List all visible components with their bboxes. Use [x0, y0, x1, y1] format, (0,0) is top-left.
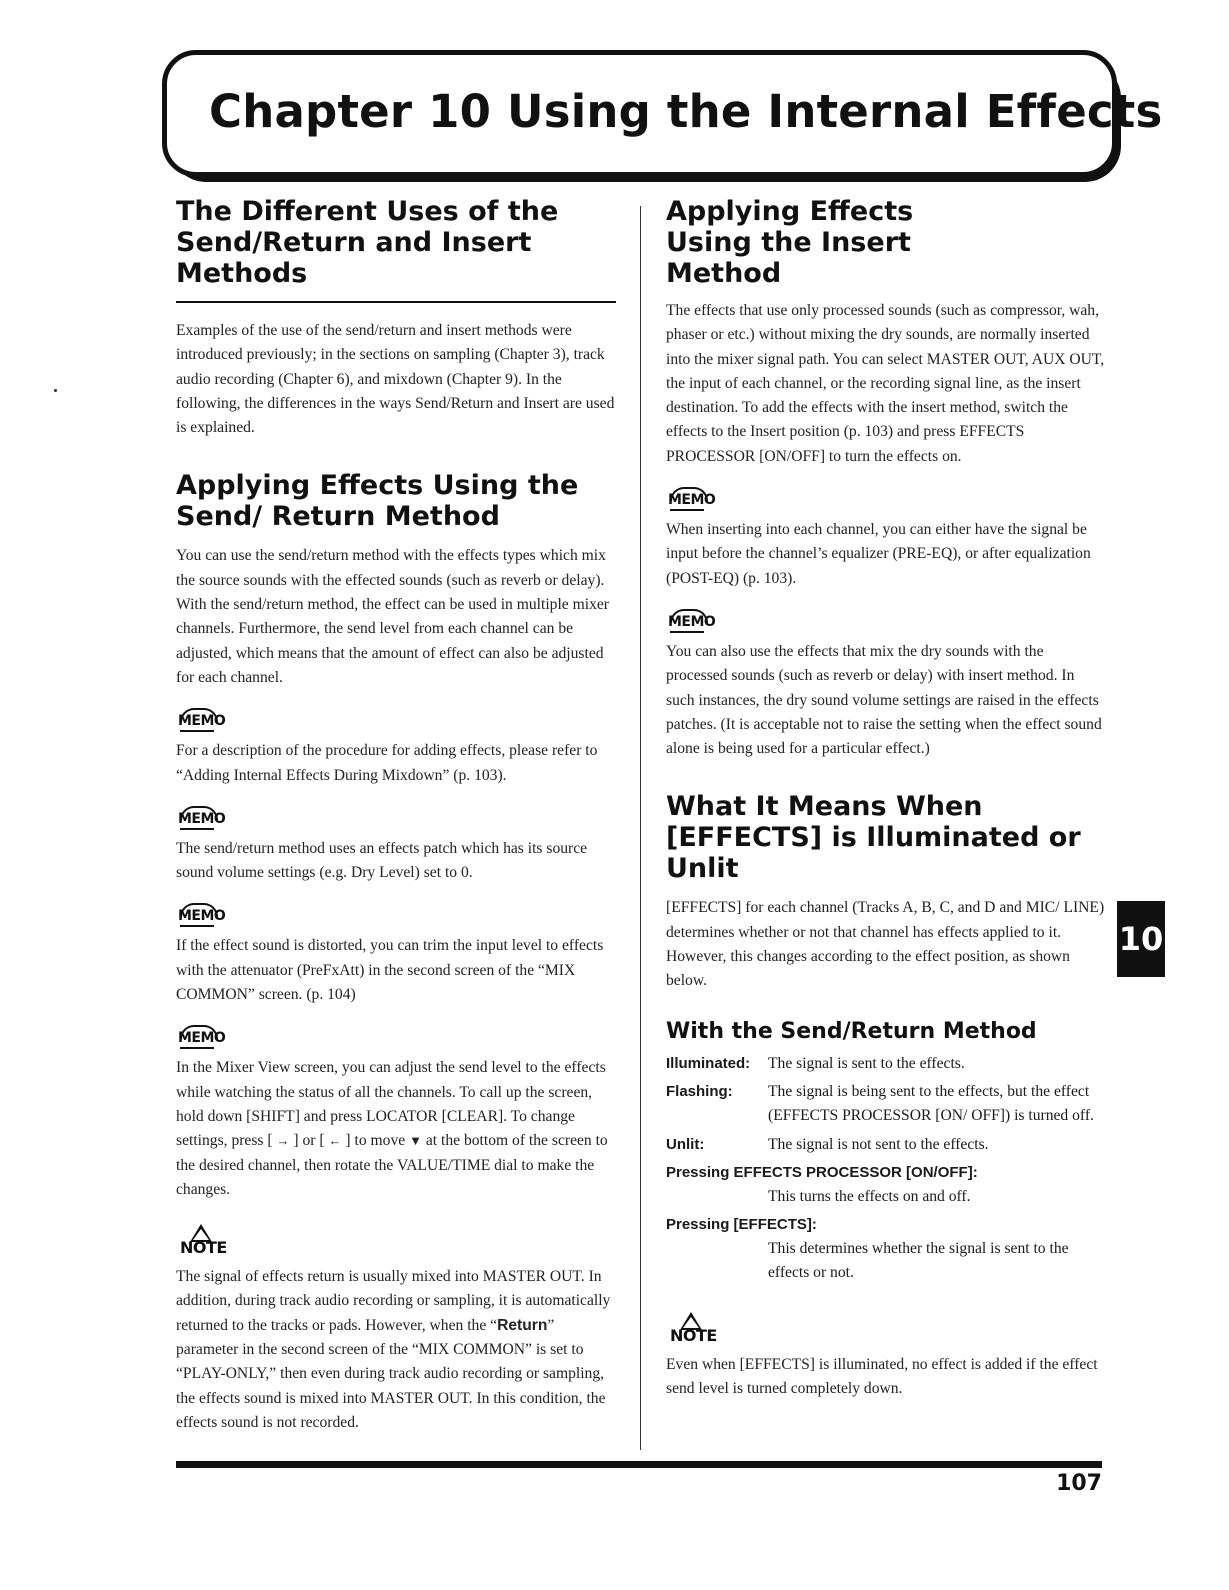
definition-desc-indent: This determines whether the signal is sent to the effects or not. — [768, 1240, 1069, 1282]
down-triangle-icon: ▼ — [409, 1133, 422, 1149]
definition-desc-indent: This turns the effects on and off. — [768, 1187, 971, 1205]
note-icon: NOTE — [666, 1312, 722, 1348]
memo-icon: MEMO — [176, 1025, 224, 1051]
note-text: Even when [EFFECTS] is illuminated, no effect is added if the effect send level is turned completely down. — [666, 1355, 1098, 1398]
memo-text: In the Mixer View screen, you can adjust the send level to the effects while watching the status of all the channels. To call up the screen, hold down [SHIFT] and press LOCATOR [CLEAR]. To change settings, press [ → ] or [ ← ] to move ▼ at the bottom of the screen to the desired channel, then rotate the VALUE/TIME dial to make the changes. — [176, 1059, 608, 1198]
chapter-tab: 10 — [1117, 901, 1165, 977]
paragraph-insert: The effects that use only processed sounds (such as compressor, wah, phaser or etc.) without mixing the dry sounds, are normally inserted into the mixer signal path. You can select MASTER OUT, AUX OUT, the input of each channel, or the recording signal line, as the insert destination. To add the effects with the insert method, switch the effects to the Insert position (p. 103) and press EFFECTS PROCESSOR [ON/OFF] to turn the effects on. — [666, 302, 1105, 465]
column-divider — [640, 206, 641, 1450]
memo-icon: MEMO — [176, 708, 224, 734]
section-heading-uses: The Different Uses of the Send/Return and Insert Methods — [176, 196, 616, 303]
margin-dot — [54, 389, 57, 392]
definition-term-full: Pressing [EFFECTS]: — [666, 1216, 817, 1234]
section-heading-insert: Applying Effects Using the Insert Method — [666, 196, 914, 289]
memo-text: You can also use the effects that mix the dry sounds with the processed sounds (such as reverb or delay) with insert method. In such instances, the dry sound volume settings are raised in the effects patches. (It is acceptable not to raise the setting when the effect sound alone is being used for a particular effect.) — [666, 642, 1102, 758]
subheading-send-return: With the Send/Return Method — [666, 1018, 1037, 1044]
right-column — [666, 196, 1106, 1401]
left-column — [176, 196, 616, 1435]
definition-item: Flashing: The signal is being sent to the effects, but the effect (EFFECTS PROCESSOR [ON/ OFF]) is turned off. — [666, 1082, 1094, 1125]
right-arrow-icon: → — [276, 1133, 290, 1149]
paragraph-effects-illuminated: [EFFECTS] for each channel (Tracks A, B, C, and D and MIC/ LINE) determines whether or not that channel has effects applied to it. However, this changes according to the effect position, as shown below. — [666, 899, 1105, 990]
definition-term-full: Pressing EFFECTS PROCESSOR [ON/OFF]: — [666, 1163, 978, 1181]
paragraph-send-return: You can use the send/return method with the effects types which mix the source sounds with the effected sounds (such as reverb or delay). With the send/return method, the effect can be used in multiple mixer channels. Furthermore, the send level from each channel can be adjusted, which means that the amount of effect can also be adjusted for each channel. — [176, 547, 609, 686]
chapter-title: Chapter 10 Using the Internal Effects — [209, 85, 1163, 138]
section-heading-effects-illuminated: What It Means When [EFFECTS] is Illuminated or Unlit — [666, 791, 1081, 885]
paragraph-uses: Examples of the use of the send/return and insert methods were introduced previously; in the sections on sampling (Chapter 3), track audio recording (Chapter 6), and mixdown (Chapter 9). In the following, the differences in the ways Send/Return and Insert are used is explained. — [176, 322, 615, 437]
memo-text: For a description of the procedure for adding effects, please refer to “Adding Internal Effects During Mixdown” (p. 103). — [176, 742, 598, 784]
memo-icon: MEMO — [176, 806, 224, 832]
footer-rule — [176, 1461, 1102, 1468]
chapter-banner — [162, 50, 1163, 177]
definition-item: Unlit: The signal is not sent to the effects. — [666, 1135, 989, 1153]
section-heading-send-return: Applying Effects Using the Send/ Return Method — [176, 470, 579, 533]
note-text: The signal of effects return is usually mixed into MASTER OUT. In addition, during track audio recording or sampling, it is automatically returned to the tracks or pads. However, when the “Return” parameter in the second screen of the “MIX COMMON” is set to “PLAY-ONLY,” then even during track audio recording or sampling, the effects sound is mixed into MASTER OUT. In this condition, the effects sound is not recorded. — [176, 1268, 611, 1431]
memo-icon: MEMO — [666, 487, 714, 513]
memo-icon: MEMO — [666, 609, 714, 635]
note-icon: NOTE — [176, 1224, 232, 1260]
memo-text: The send/return method uses an effects patch which has its source sound volume settings (e.g. Dry Level) set to 0. — [176, 839, 588, 882]
page-number: 107 — [1056, 1471, 1102, 1496]
definition-list — [666, 1052, 1106, 1286]
left-arrow-icon: ← — [328, 1133, 342, 1149]
memo-text: When inserting into each channel, you can either have the signal be input before the channel’s equalizer (PRE-EQ), or after equalization (POST-EQ) (p. 103). — [666, 521, 1091, 587]
memo-text: If the effect sound is distorted, you can trim the input level to effects with the attenuator (PreFxAtt) in the second screen of the “MIX COMMON” screen. (p. 104) — [176, 937, 604, 1004]
definition-item: Illuminated: The signal is sent to the effects. — [666, 1054, 965, 1072]
memo-icon: MEMO — [176, 903, 224, 929]
